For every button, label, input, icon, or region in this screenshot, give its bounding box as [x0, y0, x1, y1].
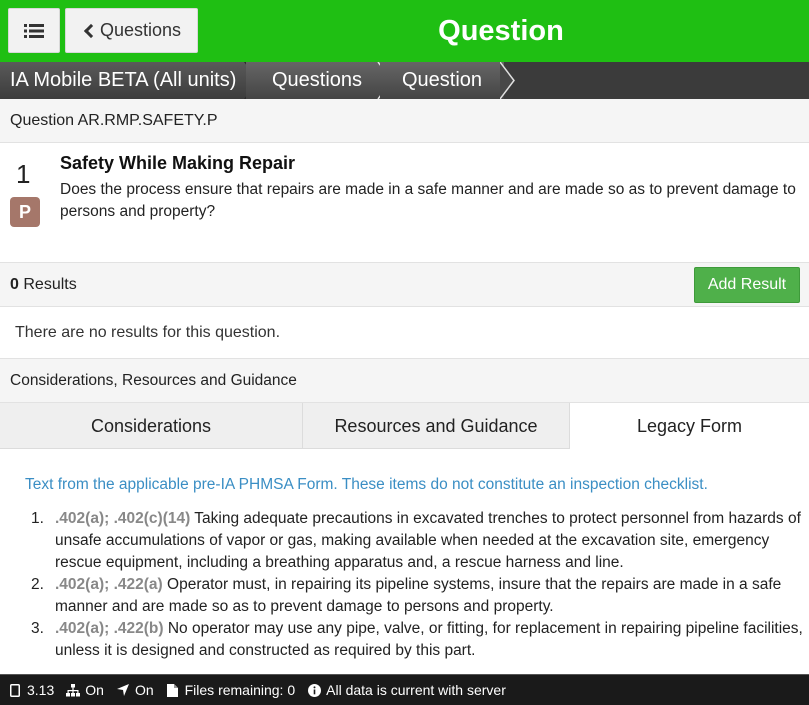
results-count: 0: [10, 276, 19, 293]
legacy-form-note: Text from the applicable pre-IA PHMSA Form. These items do not constitute an inspection checklist.: [25, 476, 708, 493]
tab-legacy-form[interactable]: Legacy Form: [570, 403, 809, 449]
list-icon: [24, 23, 44, 39]
list-item: [25, 618, 805, 662]
question-id-header: Question AR.RMP.SAFETY.P: [0, 99, 809, 143]
breadcrumb-separator-icon: [500, 62, 522, 99]
location-arrow-icon: [116, 683, 130, 697]
file-icon: [166, 683, 180, 697]
question-text: Does the process ensure that repairs are made in a safe manner and are made so as to prevent damage to persons and property?: [60, 181, 796, 220]
breadcrumb-item-question[interactable]: Question: [380, 62, 504, 99]
question-card: [0, 143, 809, 263]
list-item-number: 3.: [31, 620, 44, 637]
question-type-badge: P: [10, 197, 40, 227]
menu-button[interactable]: [8, 8, 60, 53]
considerations-header: Considerations, Resources and Guidance: [0, 358, 809, 403]
status-version: [8, 682, 54, 698]
status-sync: [307, 682, 506, 698]
list-item-reference: .402(a); .422(a): [55, 576, 163, 593]
list-item-text: No operator may use any pipe, valve, or fitting, for replacement in repairing pipeline facilities, unless it is designed and constructed as required by this part.: [55, 620, 803, 659]
tab-resources-and-guidance[interactable]: Resources and Guidance: [303, 403, 570, 449]
info-icon: [307, 683, 321, 697]
status-network-text: On: [85, 682, 104, 698]
back-button-label: Questions: [99, 20, 182, 40]
breadcrumb-root[interactable]: IA Mobile BETA (All units): [0, 62, 246, 99]
list-item: [25, 574, 805, 618]
status-location-text: On: [134, 682, 154, 698]
status-files: [166, 682, 296, 698]
chevron-left-icon: [84, 23, 98, 37]
no-results-message: There are no results for this question.: [0, 307, 809, 359]
tab-considerations[interactable]: Considerations: [0, 403, 303, 449]
back-button[interactable]: [65, 8, 198, 53]
question-title: Safety While Making Repair: [60, 153, 296, 173]
status-files-text: Files remaining: 0: [184, 682, 296, 698]
breadcrumb: [0, 62, 809, 99]
considerations-tabs: [0, 403, 809, 449]
sitemap-icon: [66, 683, 80, 697]
list-item-number: 2.: [31, 576, 44, 593]
top-header: [0, 0, 809, 62]
results-label: Results: [23, 276, 77, 293]
status-location: [116, 682, 154, 698]
results-header: [0, 262, 809, 307]
page-title: Question: [438, 15, 564, 47]
legacy-form-list: [25, 508, 805, 662]
question-number: 1: [16, 159, 31, 189]
breadcrumb-item-questions[interactable]: Questions: [246, 62, 380, 99]
status-bar: [0, 674, 809, 705]
list-item-reference: .402(a); .422(b): [55, 620, 164, 637]
list-item-number: 1.: [31, 510, 44, 527]
status-network: [66, 682, 104, 698]
status-sync-text: All data is current with server: [326, 682, 506, 698]
status-version-text: 3.13: [27, 682, 55, 698]
list-item-reference: .402(a); .402(c)(14): [55, 510, 191, 527]
tablet-icon: [8, 683, 22, 697]
list-item: [25, 508, 805, 574]
list-item-text: Operator must, in repairing its pipeline systems, insure that the repairs are made in a safe manner and are made so as to prevent damage to persons and property.: [55, 576, 782, 615]
list-item-text: Taking adequate precautions in excavated trenches to protect personnel from hazards of unsafe accumulations of vapor or gas, making available when needed at the excavation site, emergency rescue equipment, including a breathing apparatus and, a rescue harness and line.: [55, 510, 801, 571]
add-result-button[interactable]: Add Result: [694, 267, 800, 303]
